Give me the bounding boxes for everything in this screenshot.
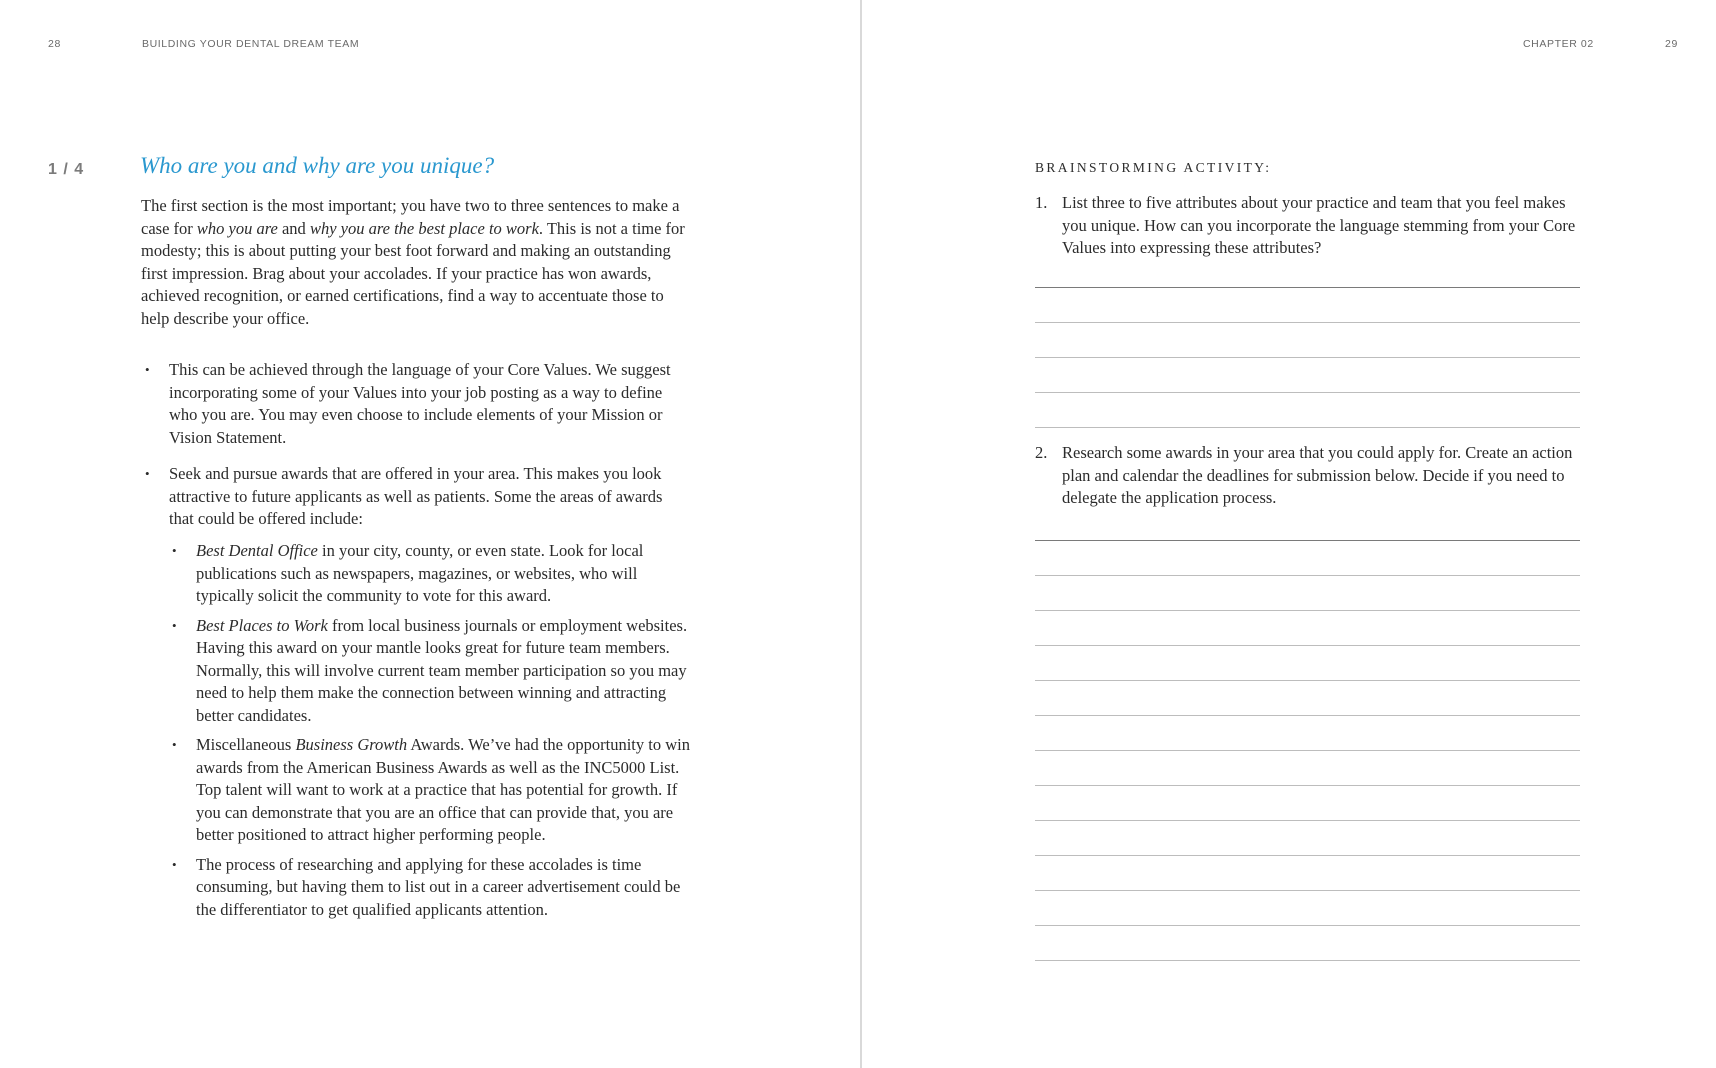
list-item: • This can be achieved through the language of your Core Values. We suggest incorporating some of your Values into your job posting as a way to define who you are. You may even choose to include elements of your Mission or Vision Statement. <box>169 359 689 449</box>
section-heading: Who are you and why are you unique? <box>140 153 495 178</box>
answer-line[interactable] <box>1035 750 1580 751</box>
page-number-right: 29 <box>1665 38 1678 50</box>
answer-line[interactable] <box>1035 645 1580 646</box>
list-item: • Miscellaneous Business Growth Awards. We’ve had the opportunity to win awards from the American Business Awards as well as the INC5000 List. Top talent will want to work at a practice that has potential for growth. If you can demonstrate that you are an office that can provide that, you are better positioned to attract higher performing people. <box>196 734 696 847</box>
activity-label: BRAINSTORMING ACTIVITY: <box>1035 160 1272 175</box>
question-text: Research some awards in your area that you could apply for. Create an action plan and calendar the deadlines for submission below. Decide if you need to delegate the application process. <box>1062 443 1573 507</box>
answer-line[interactable] <box>1035 715 1580 716</box>
question-number: 2. <box>1035 443 1048 462</box>
running-head-right: CHAPTER 02 <box>1523 38 1594 50</box>
question-number: 1. <box>1035 193 1048 212</box>
answer-line[interactable] <box>1035 575 1580 576</box>
running-head-left: BUILDING YOUR DENTAL DREAM TEAM <box>142 38 360 50</box>
answer-line[interactable] <box>1035 287 1580 288</box>
main-bullet-list <box>169 359 689 545</box>
answer-line[interactable] <box>1035 855 1580 856</box>
list-item: • The process of researching and applying for these accolades is time consuming, but having them to list out in a career advertisement could be the differentiator to get qualified applicants attention. <box>196 854 696 922</box>
question-1 <box>1035 192 1580 260</box>
answer-line[interactable] <box>1035 540 1580 541</box>
answer-line[interactable] <box>1035 925 1580 926</box>
right-page <box>862 0 1716 1068</box>
answer-line[interactable] <box>1035 960 1580 961</box>
answer-line[interactable] <box>1035 610 1580 611</box>
list-item: • Best Dental Office in your city, county, or even state. Look for local publications such as newspapers, magazines, or websites, who will typically solicit the community to vote for this award. <box>196 540 696 608</box>
answer-line[interactable] <box>1035 785 1580 786</box>
answer-line[interactable] <box>1035 427 1580 428</box>
answer-line[interactable] <box>1035 357 1580 358</box>
list-item: • Seek and pursue awards that are offered in your area. This makes you look attractive to future applicants as well as patients. Some the areas of awards that could be offered include: <box>169 463 689 531</box>
intro-paragraph: The first section is the most important; you have two to three sentences to make a case for who you are and why you are the best place to work. This is not a time for modesty; this is about putting your best foot forward and making an outstanding first impression. Brag about your accolades. If your practice has won awards, achieved recognition, or earned certifications, find a way to accentuate those to help describe your office. <box>141 196 685 328</box>
answer-line[interactable] <box>1035 392 1580 393</box>
section-number: 1 / 4 <box>48 161 85 178</box>
question-2 <box>1035 442 1580 510</box>
page-number-left: 28 <box>48 38 61 50</box>
answer-line[interactable] <box>1035 322 1580 323</box>
list-item: • Best Places to Work from local business journals or employment websites. Having this award on your mantle looks great for future team members. Normally, this will involve current team member participation so you may need to help them make the connection between winning and attracting better candidates. <box>196 615 696 728</box>
answer-line[interactable] <box>1035 680 1580 681</box>
question-text: List three to five attributes about your practice and team that you feel makes you unique. How can you incorporate the language stemming from your Core Values into expressing these attributes? <box>1062 193 1576 257</box>
sub-bullet-list <box>196 540 696 928</box>
answer-line[interactable] <box>1035 890 1580 891</box>
answer-line[interactable] <box>1035 820 1580 821</box>
